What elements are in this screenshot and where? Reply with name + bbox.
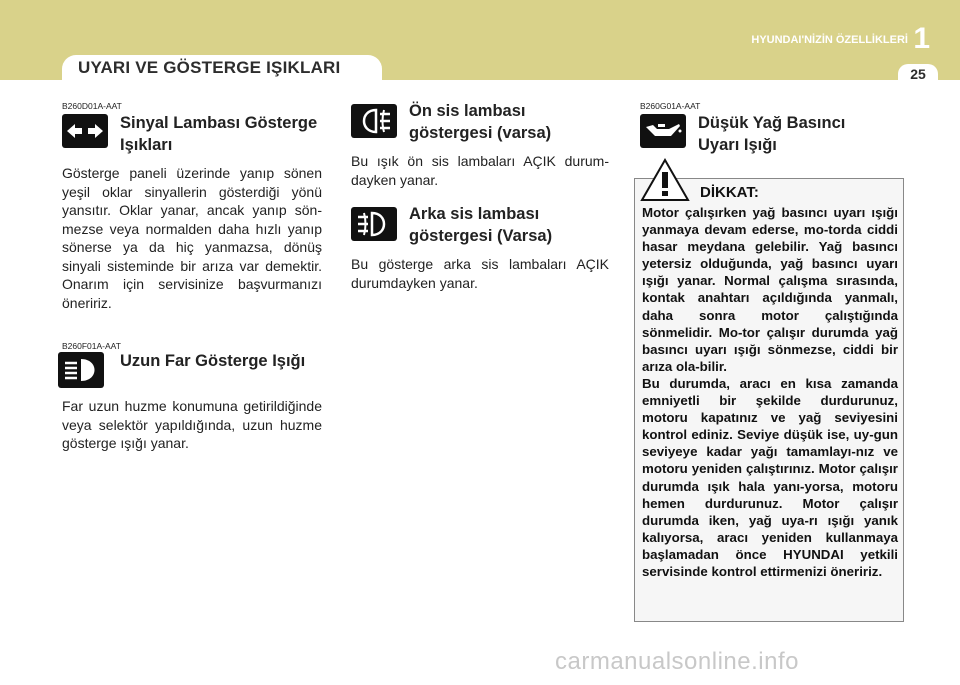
section-body: Gösterge paneli üzerinde yanıp sönen yeşil oklar sinyallerin gösterdiği yönü yansıtır. Oklar yanar, ancak yanıp sön-mezse veya normalden daha hızlı yanıp sönerse ya da hiç yanmazsa, dönüş sinyali sisteminde bir arıza var demektir. Onarım için servisinize başvurmanızı öneririz. bbox=[62, 165, 322, 311]
high-beam-icon bbox=[58, 352, 104, 388]
section-code: B260G01A-AAT bbox=[640, 101, 701, 111]
rear-fog-light-icon bbox=[351, 207, 397, 241]
section-body: Far uzun huzme konumuna getirildiğinde veya selektör yapıldığında, uzun huzme gösterge ışığı yanar. bbox=[62, 398, 322, 451]
section-heading: Uzun Far Gösterge Işığı bbox=[120, 352, 306, 370]
section-heading: Ön sis lambası göstergesi (varsa) bbox=[409, 102, 552, 142]
section-heading: Arka sis lambası göstergesi (Varsa) bbox=[409, 205, 553, 245]
warning-text: Motor çalışırken yağ basıncı uyarı ışığı yanmaya devam ederse, mo-torda ciddi hasar meydana gelebilir. Yağ basıncı yetersiz olduğunda, yağ basıncı uyarı ışığı yanar. Normal çalışma sırasında, kontak anahtarı açıldığında yanmalı, daha sonra motor çalıştığında sönmelidir. Mo-tor çalışır durumda yağ basıncı uyarı ışığı sönmezse, ciddi bir arıza ola-bilir. Bu durumda, aracı en kısa zamanda emniyetli bir şekilde durdurunuz, motoru kapatınız ve yağ seviyesini kontrol ediniz. Seviye düşük ise, uy-gun seviyeye kadar yağı tamamlayı-nız ve motoru yeniden çalıştırınız. Motor çalışır durumda ışık hala yanı-yorsa, motoru hemen durdurunuz. Motor çalışır durumda iken, yağ uya-rı ışığı yanık kalıyorsa, aracı yeniden kullanmaya başlamadan önce HYUNDAI yetkili servisinde kontrol ettirmenizi öneririz. bbox=[642, 205, 898, 579]
watermark: carmanualsonline.info bbox=[555, 648, 799, 675]
turn-signal-arrows-icon bbox=[62, 114, 108, 148]
section-heading: Düşük Yağ Basıncı Uyarı Işığı bbox=[698, 114, 846, 154]
warning-triangle-icon bbox=[640, 158, 690, 207]
oil-can-icon bbox=[640, 114, 686, 148]
section-code: B260F01A-AAT bbox=[62, 341, 121, 351]
section-body: Bu ışık ön sis lambaları AÇIK durum-dayken yanar. bbox=[351, 153, 609, 188]
section-title: UYARI VE GÖSTERGE IŞIKLARI bbox=[78, 58, 341, 77]
chapter-number: 1 bbox=[913, 22, 930, 55]
section-code: B260D01A-AAT bbox=[62, 101, 122, 111]
chapter-label: HYUNDAI'NİZİN ÖZELLİKLERİ bbox=[751, 34, 908, 46]
section-body: Bu gösterge arka sis lambaları AÇIK durumdayken yanar. bbox=[351, 256, 609, 291]
front-fog-light-icon bbox=[351, 104, 397, 138]
section-heading: Sinyal Lambası Gösterge Işıkları bbox=[120, 114, 318, 154]
warning-title: DİKKAT: bbox=[700, 184, 759, 201]
page-number: 25 bbox=[910, 66, 926, 82]
